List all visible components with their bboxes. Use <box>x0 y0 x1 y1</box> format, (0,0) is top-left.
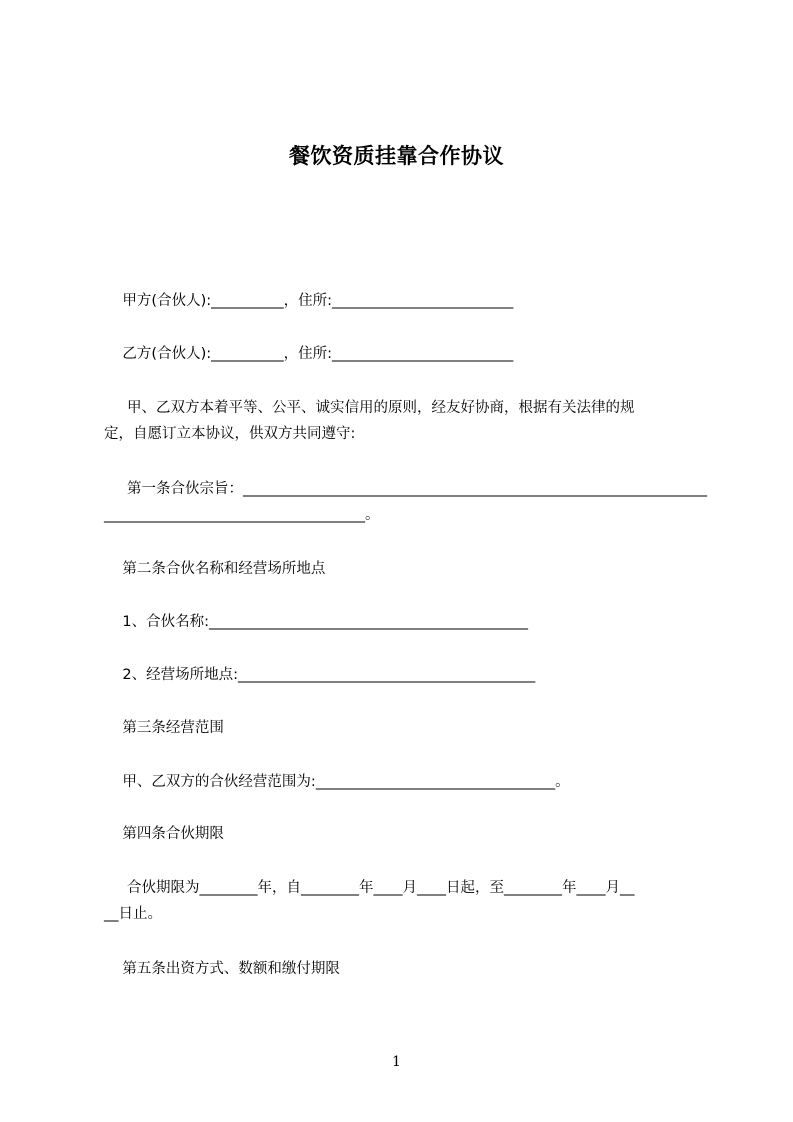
article-1-purpose: 第一条合伙宗旨：________________________________________________________________ ____________________________________。 <box>104 481 708 523</box>
business-location-line: 2、经营场所地点:_________________________________________ <box>104 667 536 683</box>
partnership-name-line: 1、合伙名称:____________________________________________ <box>104 614 529 630</box>
article-5-heading: 第五条出资方式、数额和缴付期限 <box>104 961 340 977</box>
article-2-heading: 第二条合伙名称和经营场所地点 <box>104 561 326 577</box>
article-4-heading: 第四条合伙期限 <box>104 826 224 842</box>
party-b-line: 乙方(合伙人):__________，住所:_________________________ <box>104 346 514 362</box>
party-a-line: 甲方(合伙人):__________，住所:_________________________ <box>104 293 514 309</box>
document-title: 餐饮资质挂靠合作协议 <box>289 144 504 168</box>
business-scope-line: 甲、乙双方的合伙经营范围为:_________________________________。 <box>104 774 570 790</box>
article-3-heading: 第三条经营范围 <box>104 720 224 736</box>
partnership-term-paragraph: 合伙期限为________年，自________年____月____日起，至________年____月__ __日止。 <box>104 880 635 922</box>
preamble-paragraph: 甲、乙双方本着平等、公平、诚实信用的原则，经友好协商，根据有关法律的规 定，自愿订立本协议，供双方共同遵守: <box>104 400 635 442</box>
page-number: 1 <box>392 1054 401 1070</box>
